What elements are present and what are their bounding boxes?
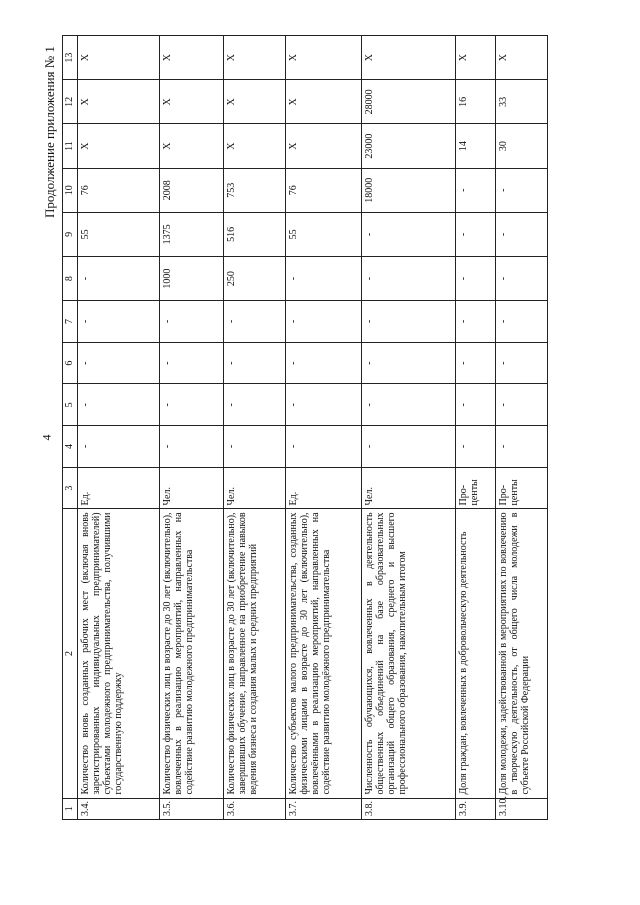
table-row <box>496 36 548 820</box>
value-cell: 23000 <box>362 124 456 168</box>
value-cell: 28000 <box>362 80 456 124</box>
value-cell: Х <box>286 80 362 124</box>
value-cell: - <box>160 342 224 384</box>
value-cell: - <box>160 384 224 426</box>
header-cell: 11 <box>63 124 78 168</box>
value-cell: Х <box>160 124 224 168</box>
row-number: 3.4. <box>78 798 160 819</box>
value-cell: 55 <box>286 212 362 256</box>
value-cell: 516 <box>224 212 286 256</box>
header-cell: 10 <box>63 168 78 212</box>
value-cell: - <box>456 426 496 468</box>
value-cell: 76 <box>78 168 160 212</box>
row-description: Доля молодежи, задействованной в мероприятиях по вовлечению в творческую деятельность, от общего числа молодежи в субъекте Российской Федерации <box>496 509 548 798</box>
table-row <box>78 36 160 820</box>
value-cell: Х <box>78 36 160 80</box>
value-cell: 76 <box>286 168 362 212</box>
value-cell: - <box>224 384 286 426</box>
header-row <box>63 36 78 820</box>
row-description: Численность обучающихся, вовлеченных в деятельность общественных объединений на базе образовательных организаций общего образования, среднего и высшего профессионального образования, накопительным итогом <box>362 509 456 798</box>
value-cell: - <box>496 301 548 343</box>
value-cell: - <box>286 426 362 468</box>
page-number: 4 <box>39 434 54 441</box>
value-cell: Х <box>78 124 160 168</box>
value-cell: - <box>160 426 224 468</box>
value-cell: - <box>456 384 496 426</box>
value-cell: - <box>362 342 456 384</box>
row-number: 3.10. <box>496 798 548 819</box>
row-number: 3.7. <box>286 798 362 819</box>
row-unit: Чел. <box>224 467 286 509</box>
row-unit: Чел. <box>160 467 224 509</box>
header-cell: 13 <box>63 36 78 80</box>
header-cell: 3 <box>63 467 78 509</box>
value-cell: - <box>286 342 362 384</box>
value-cell: - <box>362 257 456 301</box>
header-cell: 2 <box>63 509 78 798</box>
value-cell: - <box>496 342 548 384</box>
value-cell: - <box>456 342 496 384</box>
header-cell: 6 <box>63 342 78 384</box>
value-cell: 2008 <box>160 168 224 212</box>
table-row <box>224 36 286 820</box>
header-cell: 7 <box>63 301 78 343</box>
value-cell: - <box>78 257 160 301</box>
row-description: Количество физических лиц в возрасте до 30 лет (включительно), завершивших обучение, направленное на приобретение навыков ведения бизнеса и создания малых и средних предприятий <box>224 509 286 798</box>
value-cell: - <box>78 301 160 343</box>
value-cell: Х <box>224 80 286 124</box>
header-cell: 4 <box>63 426 78 468</box>
value-cell: Х <box>224 36 286 80</box>
value-cell: 16 <box>456 80 496 124</box>
row-description: Количество субъектов малого предпринимательства, созданных физическими лицами в возрасте до 30 лет (включительно), вовлечёнными в реализацию мероприятий, направленных на содействие развитию молодёжного предпринимательства <box>286 509 362 798</box>
value-cell: Х <box>160 36 224 80</box>
row-description: Доля граждан, вовлеченных в добровольческую деятельность <box>456 509 496 798</box>
row-number: 3.8. <box>362 798 456 819</box>
value-cell: Х <box>78 80 160 124</box>
row-unit: Про-центы <box>456 467 496 509</box>
value-cell: - <box>496 212 548 256</box>
row-number: 3.6. <box>224 798 286 819</box>
value-cell: - <box>496 168 548 212</box>
row-number: 3.9. <box>456 798 496 819</box>
value-cell: 33 <box>496 80 548 124</box>
value-cell: - <box>456 212 496 256</box>
value-cell: - <box>496 257 548 301</box>
value-cell: - <box>286 301 362 343</box>
row-description: Количество физических лиц в возрасте до 30 лет (включительно), вовлеченных в реализацию мероприятий, направленных на содействие развитию молодежного предпринимательства <box>160 509 224 798</box>
row-description: Количество вновь созданных рабочих мест (включая вновь зарегистрированных индивидуальных предпринимателей) субъектами молодежного предпринимательства, получившими государственную поддержку <box>78 509 160 798</box>
row-unit: Чел. <box>362 467 456 509</box>
value-cell: 18000 <box>362 168 456 212</box>
header-cell: 12 <box>63 80 78 124</box>
value-cell: - <box>456 257 496 301</box>
value-cell: - <box>78 426 160 468</box>
value-cell: - <box>362 426 456 468</box>
value-cell: - <box>362 301 456 343</box>
row-unit: Ед. <box>286 467 362 509</box>
table-row <box>456 36 496 820</box>
row-number: 3.5. <box>160 798 224 819</box>
value-cell: - <box>160 301 224 343</box>
value-cell: - <box>456 168 496 212</box>
header-cell: 9 <box>63 212 78 256</box>
table-row <box>362 36 456 820</box>
header-cell: 8 <box>63 257 78 301</box>
header-cell: 1 <box>63 798 78 819</box>
row-unit: Про-центы <box>496 467 548 509</box>
value-cell: 30 <box>496 124 548 168</box>
value-cell: Х <box>286 36 362 80</box>
value-cell: 1375 <box>160 212 224 256</box>
value-cell: 250 <box>224 257 286 301</box>
value-cell: - <box>224 301 286 343</box>
indicators-table <box>62 35 548 820</box>
value-cell: Х <box>456 36 496 80</box>
value-cell: - <box>496 384 548 426</box>
value-cell: - <box>224 342 286 384</box>
value-cell: 14 <box>456 124 496 168</box>
value-cell: Х <box>160 80 224 124</box>
value-cell: - <box>362 212 456 256</box>
value-cell: 753 <box>224 168 286 212</box>
value-cell: Х <box>224 124 286 168</box>
row-unit: Ед. <box>78 467 160 509</box>
value-cell: Х <box>286 124 362 168</box>
value-cell: Х <box>362 36 456 80</box>
value-cell: - <box>78 342 160 384</box>
value-cell: 55 <box>78 212 160 256</box>
value-cell: - <box>286 384 362 426</box>
continuation-title: Продолжение приложения № 1 <box>42 46 57 218</box>
value-cell: - <box>78 384 160 426</box>
table-row <box>160 36 224 820</box>
value-cell: - <box>362 384 456 426</box>
value-cell: 1000 <box>160 257 224 301</box>
value-cell: - <box>456 301 496 343</box>
value-cell: Х <box>496 36 548 80</box>
value-cell: - <box>286 257 362 301</box>
table-row <box>286 36 362 820</box>
value-cell: - <box>496 426 548 468</box>
value-cell: - <box>224 426 286 468</box>
header-cell: 5 <box>63 384 78 426</box>
